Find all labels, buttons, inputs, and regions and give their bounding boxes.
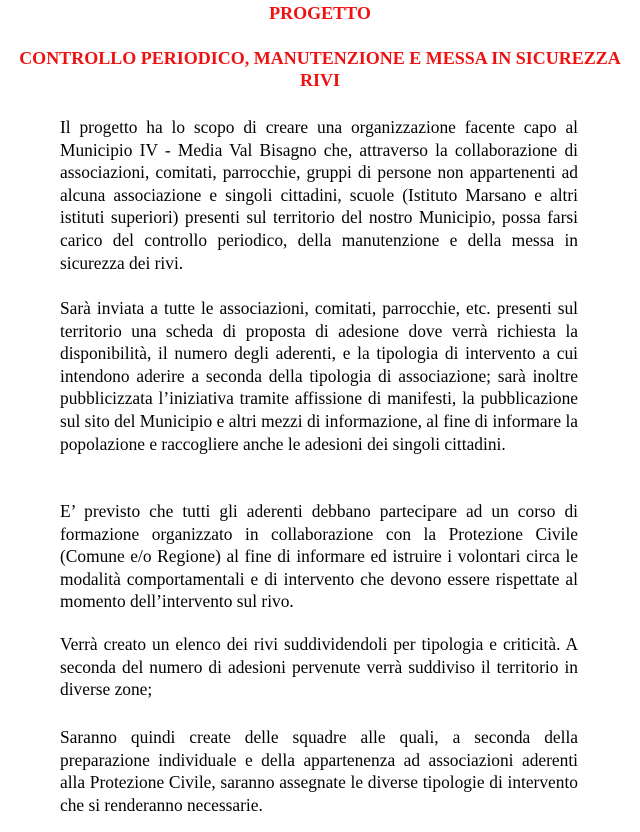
- paragraph-training: E’ previsto che tutti gli aderenti debbano partecipare ad un corso di formazione organizzato in collaborazione con la Protezione Civile (Comune e/o Regione) al fine di informare ed istruire i volontari circa le modalità comportamentali e di intervento che devono essere rispettate al momento dell’intervento sul rivo.: [60, 501, 578, 612]
- paragraph-teams: Saranno quindi create delle squadre alle quali, a seconda della preparazione individuale e della appartenenza ad associazioni aderenti alla Protezione Civile, saranno assegnate le diverse tipologie di intervento che si renderanno necessarie.: [60, 727, 578, 815]
- paragraph-purpose: Il progetto ha lo scopo di creare una organizzazione facente capo al Municipio IV - Media Val Bisagno che, attraverso la collaborazione di associazioni, comitati, parrocchie, gruppi di persone non appartenenti ad alcuna associazione e singoli cittadini, scuole (Istituto Marsano e altri istituti superiori) presenti sul territorio del nostro Municipio, possa farsi carico del controllo periodico, della manutenzione e della messa in sicurezza dei rivi.: [60, 117, 578, 273]
- paragraph-river-list: Verrà creato un elenco dei rivi suddividendoli per tipologia e criticità. A seconda del numero di adesioni pervenute verrà suddiviso il territorio in diverse zone;: [60, 634, 578, 700]
- document-title: CONTROLLO PERIODICO, MANUTENZIONE E MESSA IN SICUREZZA RIVI: [19, 48, 621, 90]
- paragraph-invitation: Sarà inviata a tutte le associazioni, comitati, parrocchie, etc. presenti sul territorio una scheda di proposta di adesione dove verrà richiesta la disponibilità, il numero degli aderenti, e la tipologia di intervento a cui intendono aderire a seconda della tipologia di associazione; sarà inoltre pubblicizzata l’iniziativa tramite affissione di manifesti, la pubblicazione sul sito del Municipio e altri mezzi di informazione, al fine di informare la popolazione e raccogliere anche le adesioni dei singoli cittadini.: [60, 298, 578, 454]
- document-label: PROGETTO: [269, 3, 371, 23]
